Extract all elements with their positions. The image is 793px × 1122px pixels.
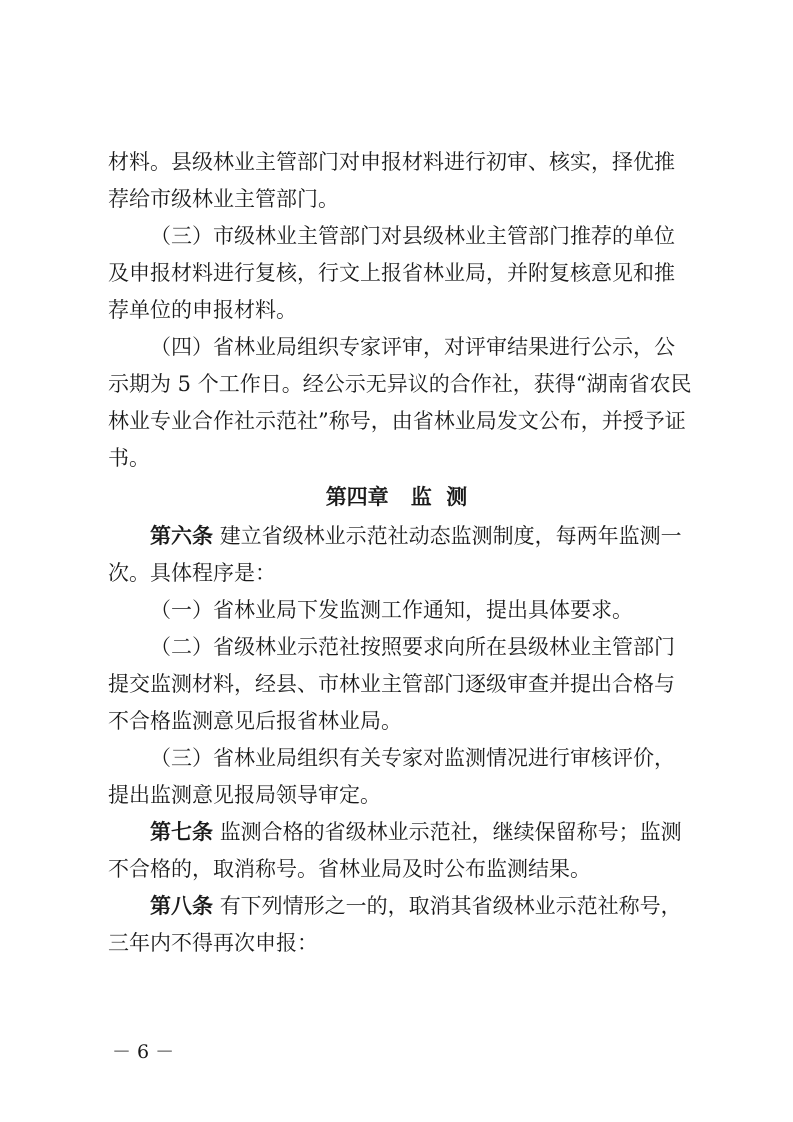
chapter-title: 监 测: [410, 485, 468, 509]
body-text-line: （二）省级林业示范社按照要求向所在县级林业主管部门: [150, 635, 675, 659]
body-text-line: 材料。县级林业主管部门对申报材料进行初审、核实，择优推: [108, 150, 675, 174]
body-text-line: （四）省林业局组织专家评审，对评审结果进行公示，公: [150, 335, 675, 359]
body-text-line: （三）市级林业主管部门对县级林业主管部门推荐的单位: [150, 224, 675, 248]
body-text-line: 荐给市级林业主管部门。: [108, 187, 339, 211]
body-text-line: 次。具体程序是：: [108, 561, 276, 585]
article-8-label: 第八条: [150, 894, 213, 918]
body-text-line: 三年内不得再次申报：: [108, 931, 318, 955]
body-text-line: （一）省林业局下发监测工作通知，提出具体要求。: [150, 598, 633, 622]
body-text-line: 及申报材料进行复核，行文上报省林业局，并附复核意见和推: [108, 261, 675, 285]
body-text-line: 提出监测意见报局领导审定。: [108, 783, 381, 807]
body-text-line: （三）省林业局组织有关专家对监测情况进行审核评价，: [150, 746, 675, 770]
chapter-heading: [0, 483, 793, 511]
article-7-line: [150, 818, 698, 846]
body-text-line: 不合格的，取消称号。省林业局及时公布监测结果。: [108, 857, 591, 881]
article-8-line: [150, 892, 698, 920]
body-text-line: 书。: [108, 446, 150, 470]
article-6-line: [150, 522, 698, 550]
body-text-line: 提交监测材料，经县、市林业主管部门逐级审查并提出合格与: [108, 672, 675, 696]
article-6-label: 第六条: [150, 524, 213, 548]
article-7-label: 第七条: [150, 820, 213, 844]
body-text-line: 示期为 5 个工作日。经公示无异议的合作社，获得“湖南省农民: [108, 372, 692, 396]
body-text-line: 荐单位的申报材料。: [108, 298, 297, 322]
article-7-text: 监测合格的省级林业示范社，继续保留称号；监测: [219, 820, 682, 844]
article-8-text: 有下列情形之一的，取消其省级林业示范社称号，: [219, 894, 682, 918]
page-number: － 6 －: [112, 1041, 175, 1063]
article-6-text: 建立省级林业示范社动态监测制度，每两年监测一: [219, 524, 682, 548]
body-text-line: 林业专业合作社示范社”称号，由省林业局发文公布，并授予证: [108, 409, 686, 433]
body-text-line: 不合格监测意见后报省林业局。: [108, 709, 402, 733]
chapter-number: 第四章: [325, 485, 389, 509]
